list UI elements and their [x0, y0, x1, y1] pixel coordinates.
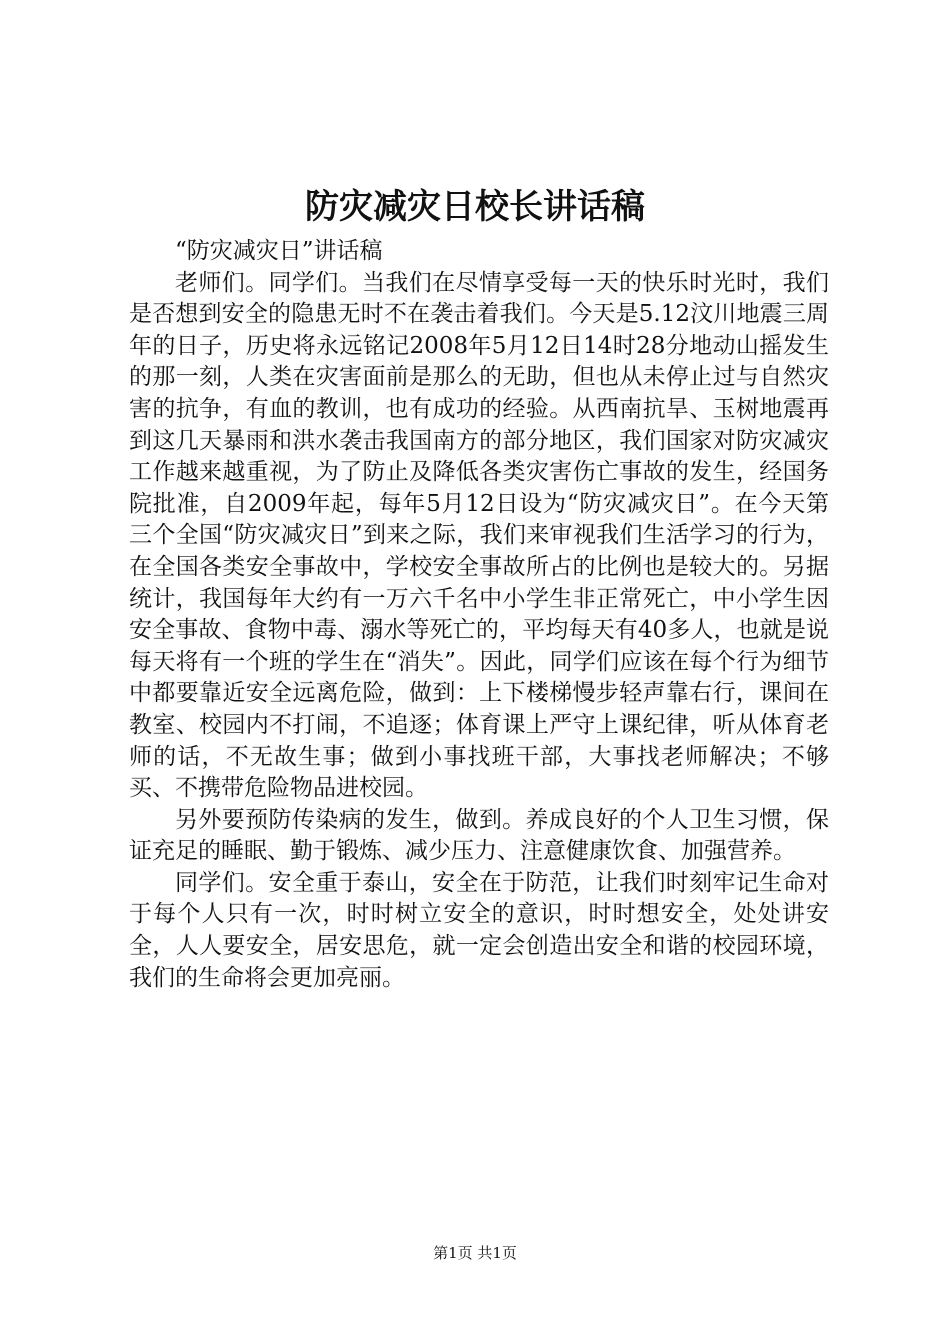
body-paragraph: 另外要预防传染病的发生，做到。养成良好的个人卫生习惯，保证充足的睡眠、勤于锻炼、减少压力、注意健康饮食、加强营养。: [129, 806, 829, 865]
page-number: 第1页 共1页: [433, 1244, 517, 1262]
body-paragraph: 同学们。安全重于泰山，安全在于防范，让我们时刻牢记生命对于每个人只有一次，时时树立安全的意识，时时想安全，处处讲安全，人人要安全，居安思危，就一定会创造出安全和谐的校园环境，我们的生命将会更加亮丽。: [129, 869, 829, 991]
document-subtitle: “防灾减灾日”讲话稿: [175, 238, 383, 264]
document-body: [129, 236, 829, 994]
document-title: 防灾减灾日校长讲话稿: [305, 187, 645, 227]
page-footer: [0, 1242, 950, 1264]
body-paragraph: 老师们。同学们。当我们在尽情享受每一天的快乐时光时，我们是否想到安全的隐患无时不在袭击着我们。今天是5.12汶川地震三周年的日子，历史将永远铭记2008年5月12日14时28分地动山摇发生的那一刻，人类在灾害面前是那么的无助，但也从未停止过与自然灾害的抗争，有血的教训，也有成功的经验。从西南抗旱、玉树地震再到这几天暴雨和洪水袭击我国南方的部分地区，我们国家对防灾减灾工作越来越重视，为了防止及降低各类灾害伤亡事故的发生，经国务院批准，自2009年起，每年5月12日设为“防灾减灾日”。在今天第三个全国“防灾减灾日”到来之际，我们来审视我们生活学习的行为，在全国各类安全事故中，学校安全事故所占的比例也是较大的。另据统计，我国每年大约有一万六千名中小学生非正常死亡，中小学生因安全事故、食物中毒、溺水等死亡的，平均每天有40多人，也就是说每天将有一个班的学生在“消失”。因此，同学们应该在每个行为细节中都要靠近安全远离危险，做到：上下楼梯慢步轻声靠右行，课间在教室、校园内不打闹，不追逐；体育课上严守上课纪律，听从体育老师的话，不无故生事；做到小事找班干部，大事找老师解决；不够买、不携带危险物品进校园。: [129, 269, 829, 802]
